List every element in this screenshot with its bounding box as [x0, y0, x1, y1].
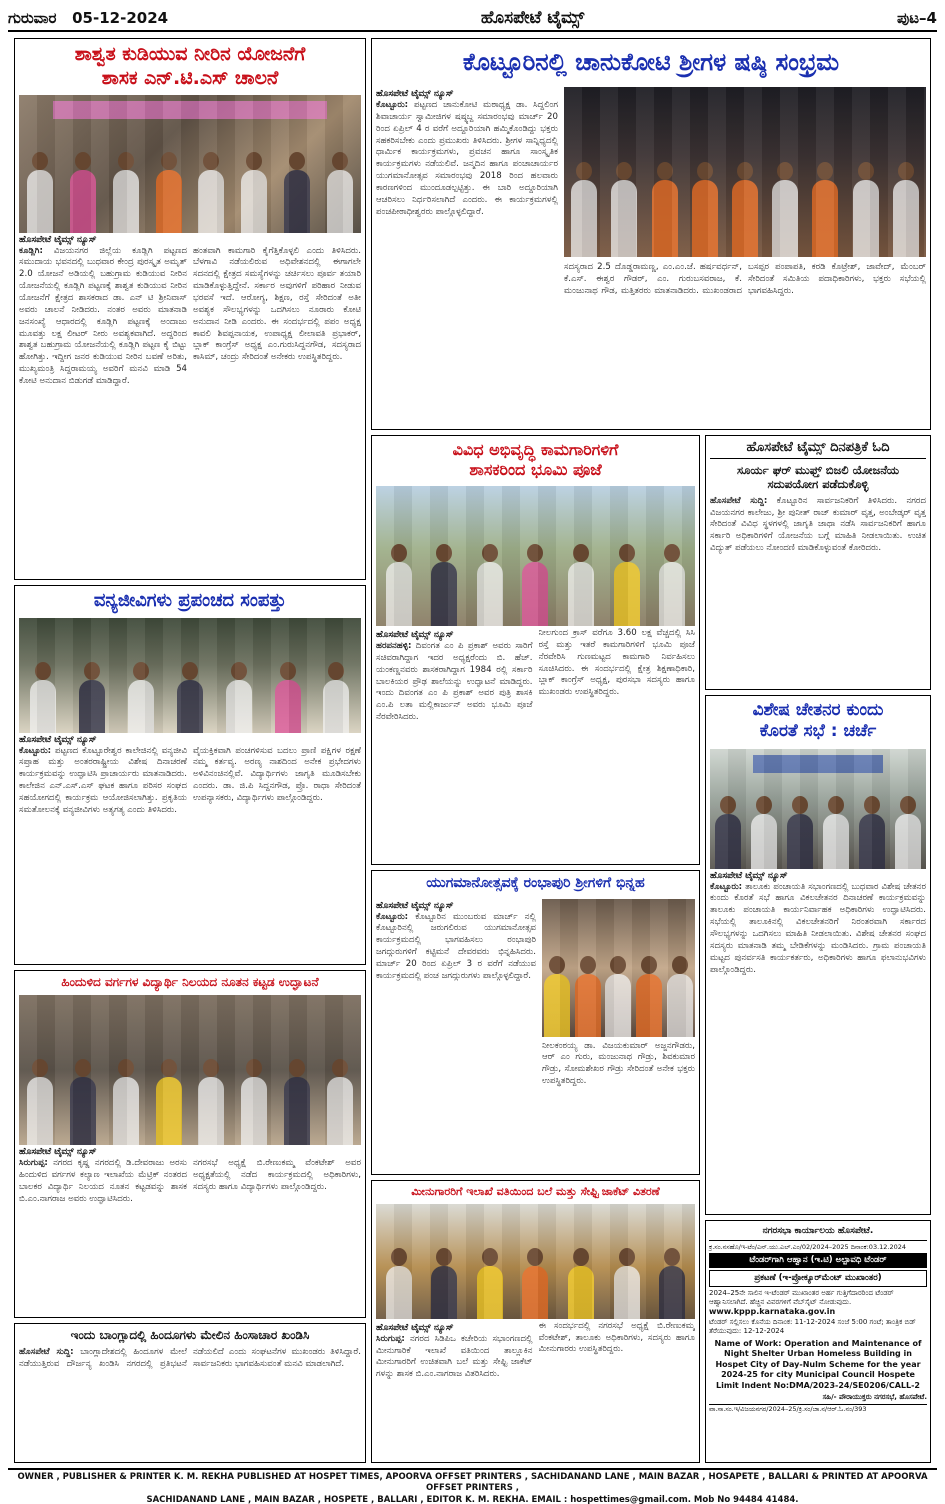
article-body: ಈ ಸಂದರ್ಭದಲ್ಲಿ ನಗರಸಭೆ ಅಧ್ಯಕ್ಷೆ ಬಿ.ರೇಣುಕಮ್ಮ ವೆಂಕಟೇಶ್, ತಾಲೂಕು ಅಧಿಕಾರಿಗಳು, ಸದಸ್ಯರು ಹಾಗೂ ಮೀನುಗಾರರು ಉಪಸ್ಥಿತರಿದ್ದರು.	[538, 1320, 695, 1355]
dateline: ಹರಪನಹಳ್ಳಿ:	[376, 641, 412, 651]
headline-bhoomi-1: ವಿವಿಧ ಅಭಿವೃದ್ಧಿ ಕಾಮಗಾರಿಗಳಿಗೆ	[452, 440, 619, 459]
byline: ಹೊಸಪೇಟೆ ಟೈಮ್ಸ್ ನ್ಯೂಸ್	[19, 734, 97, 745]
story-drinking-water	[14, 38, 366, 580]
tender-ref: ಕ್ರ.ಸಂ.ನಸಹೊ/ಇ-ಟೆಂ/ಎನ್.ಯು.ಎಲ್.ಎಂ/02/2024–2025 ದಿನಾಂಕ:03.12.2024	[709, 1242, 907, 1251]
article-body: ಸದಸ್ಯರಾದ 2.5 ದೊಡ್ಡರಾಮಣ್ಣ, ಎಂ.ಎಂ.ಜೆ. ಹರ್ಷವರ್ಧನ್, ಕೆ.ಎಸ್. ಈಶ್ವರ ಗೌಡರ್, ಎಂ. ಗುರುಬಸವರಾಜ, ಕೆ. ಮಂಜುನಾಥ ಗೌಡ, ಮತ್ತಿತರರು ಮಾತನಾಡಿದರು. ಮುಖಂಡರಾದ ಬಸಪ್ಪರ ಪಂಪಾಪತಿ, ಕರಡಿ ಕೊಟ್ರೇಶ್, ಜಾವೇದ್, ಮೆಂಬರ್ ಸೇರಿದಂತೆ ಸಮಿತಿಯ ಪದಾಧಿಕಾರಿಗಳು, ಭಕ್ತರು ಸಭೆಯಲ್ಲಿ ಭಾಗವಹಿಸಿದ್ದರು.	[564, 262, 926, 296]
article-body: ಹಂತವಾಗಿ ಕಾಮಗಾರಿ ಕೈಗೆತ್ತಿಕೊಳ್ಳಲಿ ಎಂದು ತಿಳಿಸಿದರು. ಬೆಳಗಾವಿ ನಡೆಯಲಿರುವ ಅಧಿವೇಶನದಲ್ಲಿ ಈಗಾಗಲೇ ಸದನದಲ್ಲಿ ಕ್ಷೇತ್ರದ ಸಮಸ್ಯೆಗಳನ್ನು ಚರ್ಚಿಸಲು ಪೂರ್ವ ತಯಾರಿ ಮಾಡಿಕೊಳ್ಳುತ್ತಿದ್ದೇನೆ. ಸರ್ಕಾರ ಅವುಗಳಿಗೆ ಪರಿಹಾರ ನೀಡುವ ಭರವಸೆ ಇದೆ. ಆರೋಗ್ಯ, ಶಿಕ್ಷಣ, ರಸ್ತೆ ಸೇರಿದಂತೆ ಅತೀ ಅವಶ್ಯಕ ಸೌಲಭ್ಯಗಳನ್ನು ಒದಗಿಸಲು ನೂರಾರು ಕೋಟಿ ಅನುದಾನ ನೀಡಿ ಎಂದರು. ಈ ಸಂದರ್ಭದಲ್ಲಿ ಪಪಂ ಅಧ್ಯಕ್ಷ ಕಾವಲಿ ಶಿವಪ್ಪನಾಯಕ, ಉಪಾಧ್ಯಕ್ಷ ಲೀಲಾವತಿ ಪ್ರಭಾಕರ್, ಬ್ಲಾಕ್ ಕಾಂಗ್ರೆಸ್ ಅಧ್ಯಕ್ಷ ಎಂ.ಗುರುಸಿದ್ದನಗೌಡ, ಸದಸ್ಯರಾದ ಕಾಸಿಮ್, ಚಂದ್ರು ಸೇರಿದಂತೆ ಅನೇಕರು ಉಪಸ್ಥಿತರಿದ್ದರು.	[193, 245, 361, 363]
masthead-page: ಪುಟ–4	[897, 9, 937, 27]
headline-bhoomi-2: ಶಾಸಕರಿಂದ ಭೂಮಿ ಪೂಜೆ	[469, 460, 602, 479]
footer-line-2: SACHIDANAND LANE , MAIN BAZAR , HOSPETE , BALLARI , EDITOR K. M. REKHA. EMAIL : hospettimes@gmail.com. Mob No 94484 41484.	[146, 1494, 799, 1504]
tender-banner-2: ಪ್ರಕಟಣೆ (ಇ-ಪ್ರೋಕ್ಯೂರ್‌ಮೆಂಟ್ ಮುಖಾಂತರ)	[709, 1270, 927, 1287]
article-text: ಬಾಂಗ್ಲಾದೇಶದಲ್ಲಿ ಹಿಂದೂಗಳ ಮೇಲೆ ನಡೆಯುತ್ತಿರುವ ದೌರ್ಜನ್ಯ ಖಂಡಿಸಿ ನಗರದಲ್ಲಿ ಪ್ರತಿಭಟನೆ ನಡೆಯಲಿದೆ ಎಂದು ಸಂಘಟನೆಗಳ ಮುಖಂಡರು ತಿಳಿಸಿದ್ದಾರೆ. ಸಾರ್ವಜನಿಕರು ಭಾಗವಹಿಸುವಂತೆ ಮನವಿ ಮಾಡಲಾಗಿದೆ.	[19, 1347, 361, 1369]
byline: ಹೊಸಪೇಟೆ ಟೈಮ್ಸ್ ನ್ಯೂಸ್	[19, 1147, 97, 1157]
tender-office: ನಗರಸಭಾ ಕಾರ್ಯಾಲಯ ಹೊಸಪೇಟೆ.	[709, 1224, 927, 1241]
story-bhoomi-pooja	[371, 435, 700, 865]
masthead-date: 05-12-2024	[72, 9, 169, 27]
headline-yuga: ಯುಗಮಾನೋತ್ಸವಕ್ಕೆ ರಂಭಾಪುರಿ ಶ್ರೀಗಳಿಗೆ ಭಿನ್ನಹ	[426, 875, 645, 891]
dateline: ಕೊಟ್ಟೂರು:	[19, 745, 52, 756]
photo-hostel	[19, 995, 361, 1145]
dateline: ಕೂಡ್ಲಿಗಿ:	[19, 245, 43, 256]
tender-sign: ಸಹಿ/- ಪೌರಾಯುಕ್ತರು ನಗರಸಭೆ, ಹೊಸಪೇಟೆ.	[822, 1392, 927, 1401]
article-text: ತಾಲೂಕು ಪಂಚಾಯತಿ ಸಭಾಂಗಣದಲ್ಲಿ ಬುಧವಾರ ವಿಶೇಷ ಚೇತನರ ಕುಂದು ಕೊರತೆ ಸಭೆ ಹಾಗೂ ವಿಕಲಚೇತನರ ದಿನಾಚರಣೆ ಕಾರ್ಯಕ್ರಮವನ್ನು ತಾಲೂಕು ಪಂಚಾಯತಿ ಕಾರ್ಯನಿರ್ವಾಹಕ ಅಧಿಕಾರಿಗಳು ಉದ್ಘಾಟಿಸಿದರು. ಸಭೆಯಲ್ಲಿ ತಾಲೂಕಿನಲ್ಲಿ ವಿಕಲಚೇತನರಿಗೆ ನಿರಂತರವಾಗಿ ಸರ್ಕಾರದ ಸೌಲಭ್ಯಗಳನ್ನು ಒದಗಿಸಲು ಮಾಹಿತಿ ನೀಡಲಾಯಿತು. ವಿಶೇಷ ಚೇತನರ ಸಂಘದ ಸದಸ್ಯರು ಮಾತನಾಡಿ ತಮ್ಮ ಬೇಡಿಕೆಗಳನ್ನು ಮಂಡಿಸಿದರು. ಗ್ರಾಮ ಪಂಚಾಯತಿ ಮಟ್ಟದ ಪುನರ್ವಸತಿ ಕಾರ್ಯಕರ್ತರು, ಅಧಿಕಾರಿಗಳು ಹಾಗೂ ಫಲಾನುಭವಿಗಳು ಪಾಲ್ಗೊಂಡಿದ್ದರು.	[710, 881, 926, 975]
imprint-footer	[8, 1468, 937, 1504]
tender-body: 2024–25ನೇ ಸಾಲಿನ ಇ-ಟೆಂಡರ್ ಮುಖಾಂತರ ಅರ್ಹ ಗುತ್ತಿಗೆದಾರರಿಂದ ಟೆಂಡರ್ ಆಹ್ವಾನಿಸಲಾಗಿದೆ. ಹೆಚ್ಚಿನ ವಿವರಗಳಿಗೆ ವೆಬ್‌ಸೈಟ್ ನೋಡುವುದು.	[709, 1289, 894, 1307]
article-text: ಕೊಟ್ಟೂರಿನ ಮುಂಬರುವ ಮಾರ್ಚ್ ನಲ್ಲಿ ಕೊಟ್ಟೂರಿನಲ್ಲಿ ಜರುಗಲಿರುವ ಯುಗಮಾನೋತ್ಸವ ಕಾರ್ಯಕ್ರಮದಲ್ಲಿ ಭಾಗವಹಿಸಲು ರಂಭಾಪುರಿ ಜಗದ್ಗುರುಗಳಿಗೆ ಕಟ್ಟಿಮನೆ ದೇವರವರು ಭಿನ್ನಹಿಸಿದರು. ಮಾರ್ಚ್ 20 ರಿಂದ ಏಪ್ರಿಲ್ 3 ರ ವರೆಗೆ ನಡೆಯುವ ಕಾರ್ಯಕ್ರಮದಲ್ಲಿ ಪಂಚ ಜಗದ್ಗುರುಗಳು ಪಾಲ್ಗೊಳ್ಳಲಿದ್ದಾರೆ.	[376, 911, 536, 981]
byline: ಹೊಸಪೇಟೆ ಟೈಮ್ಸ್ ನ್ಯೂಸ್	[376, 89, 454, 99]
article-body: ನಗರಸಭೆ ಅಧ್ಯಕ್ಷೆ ಬಿ.ರೇಣುಕಮ್ಮ ವೆಂಕಟೇಶ್ ಅವರ ಅಧ್ಯಕ್ಷತೆಯಲ್ಲಿ ನಡೆದ ಕಾರ್ಯಕ್ರಮದಲ್ಲಿ ಅಧಿಕಾರಿಗಳು, ಸದಸ್ಯರು ಹಾಗೂ ವಿದ್ಯಾರ್ಥಿಗಳು ಪಾಲ್ಗೊಂಡಿದ್ದರು.	[193, 1158, 361, 1192]
article-text: ವಿಜಯನಗರ ಜಿಲ್ಲೆಯ ಕೂಡ್ಲಿಗಿ ಪಟ್ಟಣದ ಸಮುದಾಯ ಭವನದಲ್ಲಿ ಬುಧವಾರ ಕೇಂದ್ರ ಪುರಸ್ಕೃತ ಅಮೃತ್ 2.0 ಯೋಜನೆ ಅಡಿಯಲ್ಲಿ ಬಹುಗ್ರಾಮ ಕುಡಿಯುವ ನೀರಿನ ಯೋಜನೆಯಲ್ಲಿ ಕೂಡ್ಲಿಗಿ ಪಟ್ಟಣಕ್ಕೆ ಶಾಶ್ವತ ಕುಡಿಯುವ ನೀರಿನ ಯೋಜನೆಗೆ ಕ್ಷೇತ್ರದ ಶಾಸಕರಾದ ಡಾ. ಎನ್ ಟಿ ಶ್ರೀನಿವಾಸ್ ಅವರು ಚಾಲನೆ ನೀಡಿದರು. ನಂತರ ಅವರು ಮಾತನಾಡಿ ಜನಸಂಖ್ಯೆ ಆಧಾರದಲ್ಲಿ ಕೂಡ್ಲಿಗಿ ಪಟ್ಟಣಕ್ಕೆ ಅಂದಾಜು ಮೂವತ್ತು ಲಕ್ಷ ಲೀಟರ್ ನೀರು ಅವಶ್ಯಕವಾಗಿದೆ. ಅದ್ದರಿಂದ ಶಾಶ್ವತ ಬಹುಗ್ರಾಮ ಯೋಜನೆಯಲ್ಲಿ ಕೂಡ್ಲಿಗಿ ಪಟ್ಟಣ ಕೈ ಬಿಟ್ಟು ಹೋಗಿತ್ತು. ಇದ್ದೀಗ ಜನರ ಕುಡಿಯುವ ನೀರಿನ ಬವಣೆ ಅರಿತು, ಮುಖ್ಯಮಂತ್ರಿ ಸಿದ್ದರಾಮಯ್ಯ ಅವರಿಗೆ ಮನವಿ ಮಾಡಿ 54 ಕೋಟಿ ಅನುದಾನ ಬಿಡುಗಡೆ ಮಾಡಿದ್ದಾರೆ.	[19, 245, 187, 386]
story-lead-shashti	[371, 38, 931, 430]
byline: ಹೊಸಪೇಟೆ ಟೈಮ್ಸ್ ನ್ಯೂಸ್	[376, 900, 454, 911]
article-text: ದಿವಂಗತ ಎಂ ಪಿ ಪ್ರಕಾಶ್ ಅವರು ಸಾರಿಗೆ ಸಚಿವರಾಗಿದ್ದಾಗ ಇದರ ಅಧ್ಯಕ್ಷರೆಂದು ಬಿ. ಹೆಚ್. ಯಂಕಣ್ಣನವರು ಶಾಸಕರಾಗಿದ್ದಾಗ 1984 ರಲ್ಲಿ ಸರ್ಕಾರಿ ಬಾಲಕಿಯರ ಪ್ರೌಢ ಶಾಲೆಯನ್ನು ಉದ್ಘಾಟನೆ ಮಾಡಿದ್ದರು. ಇಂದು ದಿವಂಗತ ಎಂ ಪಿ ಪ್ರಕಾಶ್ ಅವರ ಪುತ್ರಿ ಶಾಸಕಿ ಎಂ.ಪಿ ಲತಾ ಮಲ್ಲಿಕಾರ್ಜುನ್ ಅವರು ಭೂಮಿ ಪೂಜೆ ನೆರವೇರಿಸಿದರು.	[376, 641, 533, 723]
dateline: ಕೊಟ್ಟೂರು:	[376, 100, 409, 110]
article-body	[376, 100, 558, 420]
tender-dates: ಟೆಂಡರ್ ಸಲ್ಲಿಸಲು ಕೊನೆಯ ದಿನಾಂಕ: 11-12-2024 ಸಂಜೆ 5:00 ಗಂಟೆ; ತಾಂತ್ರಿಕ ಬಿಡ್ ತೆರೆಯುವುದು: 12-12-2024	[709, 1317, 916, 1335]
article-body	[19, 1347, 361, 1447]
byline: ಹೊಸಪೇಟೆ ಟೈಮ್ಸ್ ನ್ಯೂಸ್	[376, 630, 454, 640]
dateline: ಸಿರುಗುಪ್ಪ:	[376, 1333, 405, 1344]
masthead-title: ಹೊಸಪೇಟೆ ಟೈಮ್ಸ್	[480, 8, 585, 28]
headline-meeting-1: ವಿಶೇಷ ಚೇತನರ ಕುಂದು	[752, 700, 884, 720]
article-text: ನಗರದ ಸಿಡಿಪಿಒ ಕಚೇರಿಯ ಸಭಾಂಗಣದಲ್ಲಿ ಮೀನುಗಾರಿಕೆ ಇಲಾಖೆ ವತಿಯಿಂದ ತಾಲ್ಲೂಕಿನ ಮೀನುಗಾರರಿಗೆ ಉಚಿತವಾಗಿ ಬಲೆ ಮತ್ತು ಸೇಫ್ಟಿ ಜಾಕೆಟ್ ಗಳನ್ನು ಶಾಸಕ ಬಿ.ಎಂ.ನಾಗರಾಜ ವಿತರಿಸಿದರು.	[376, 1333, 533, 1380]
headline-lead: ಕೊಟ್ಟೂರಿನಲ್ಲಿ ಚಾನುಕೋಟಿ ಶ್ರೀಗಳ ಷಷ್ಠಿ ಸಂಭ್ರಮ	[462, 48, 840, 76]
article-body	[376, 1334, 533, 1454]
byline: ಹೊಸಪೇಟೆ ಟೈಮ್ಸ್ ನ್ಯೂಸ್	[19, 234, 97, 245]
byline: ಹೊಸಪೇಟೆ ಟೈಮ್ಸ್ ನ್ಯೂಸ್	[376, 1322, 454, 1333]
story-disabled-meeting	[705, 695, 931, 1215]
article-body	[376, 912, 536, 1162]
article-text: ಪಟ್ಟಣದ ಚಾನುಕೋಟಿ ಮಠಾಧ್ಯಕ್ಷ ಡಾ. ಸಿದ್ದಲಿಂಗ ಶಿವಾಚಾರ್ಯ ಸ್ವಾಮೀಜಿಗಳ ಷಷ್ಠ್ಯಬ್ದ ಸಮಾರಂಭವು ಮಾರ್ಚ್ 20 ರಿಂದ ಏಪ್ರಿಲ್ 4 ರ ವರೆಗೆ ಅದ್ದೂರಿಯಾಗಿ ಹಮ್ಮಿಕೊಂಡಿದ್ದು ಭಕ್ತರು ಸಹಕರಿಸಬೇಕು ಎಂದು ಪ್ರಮುಖರು ತಿಳಿಸಿದರು. ಶ್ರೀಗಳ ಸಾನ್ನಿಧ್ಯದಲ್ಲಿ ಧಾರ್ಮಿಕ ಕಾರ್ಯಕ್ರಮಗಳು, ಪ್ರವಚನ ಹಾಗೂ ಸಾಂಸ್ಕೃತಿಕ ಕಾರ್ಯಕ್ರಮಗಳು ನಡೆಯಲಿವೆ.	[376, 100, 558, 170]
article-text: ಪಟ್ಟಣದ ಕೊಟ್ಟೂರೇಶ್ವರ ಕಾಲೇಜಿನಲ್ಲಿ ವನ್ಯಜೀವಿ ಸಪ್ತಾಹ ಮತ್ತು ಅಂತರರಾಷ್ಟ್ರೀಯ ವಿಶೇಷ ದಿನಾಚರಣೆ ಕಾರ್ಯಕ್ರಮವನ್ನು ಉದ್ಘಾಟಿಸಿ ಪ್ರಾಚಾರ್ಯರು ಮಾತನಾಡಿದರು. ಕಾಲೇಜಿನ ಎನ್.ಎಸ್.ಎಸ್ ಘಟಕ ಹಾಗೂ ಪರಿಸರ ಸಂಘದ ಸಹಯೋಗದಲ್ಲಿ ಕಾರ್ಯಕ್ರಮ ಆಯೋಜಿಸಲಾಗಿತ್ತು. ಪ್ರಕೃತಿಯ ಸಮತೋಲನಕ್ಕೆ ವನ್ಯಜೀವಿಗಳು ಅತ್ಯಗತ್ಯ ಎಂದು ತಿಳಿಸಿದರು.	[19, 745, 187, 815]
dateline: ಸಿರುಗುಪ್ಪ:	[19, 1158, 48, 1168]
photo-lead	[564, 87, 926, 257]
headline-hostel: ಹಿಂದುಳಿದ ವರ್ಗಗಳ ವಿದ್ಯಾರ್ಥಿ ನಿಲಯದ ನೂತನ ಕಟ್ಟಡ ಉದ್ಘಾಟನೆ	[61, 975, 319, 989]
tender-banner-1: ಟೆಂಡರ್‌ಗಾಗಿ ಆಹ್ವಾನ (ಇ.ಟಿ) ಅಲ್ಪಾವಧಿ ಟೆಂಡರ್	[709, 1253, 927, 1268]
footer-line-1: OWNER , PUBLISHER & PRINTER K. M. REKHA PUBLISHED AT HOSPET TIMES, APOORVA OFFSET PRINTERS , SACHIDANAND LANE , MAIN BAZAR , HOSAPETE , BALLARI & PRINTED AT APOORVA OFFSET PRINTERS ,	[17, 1472, 928, 1494]
article-body	[710, 496, 926, 666]
tender-work-name: Name of Work: Operation and Maintenance of Night Shelter Urban Homeless Building in Hospet City of Day-Nulm Scheme for the year 2024-25 for city Municipal Council Hospete Limit Indent No:DMA/2023-24/SE0206/CALL-2	[714, 1338, 922, 1390]
photo-bhoomi	[376, 486, 695, 626]
article-text: ನಗರದ ಕೃಷ್ಣ ನಗರದಲ್ಲಿ ಡಿ.ದೇವರಾಜು ಅರಸು ಹಿಂದುಳಿದ ವರ್ಗಗಳ ಕಲ್ಯಾಣ ಇಲಾಖೆಯ ಮೆಟ್ರಿಕ್ ನಂತರದ ಬಾಲಕರ ವಿದ್ಯಾರ್ಥಿ ನಿಲಯದ ನೂತನ ಕಟ್ಟಡವನ್ನು ಶಾಸಕ ಬಿ.ಎಂ.ನಾಗರಾಜ ಅವರು ಉದ್ಘಾಟಿಸಿದರು.	[19, 1158, 187, 1204]
headline-bangladesh: ಇಂದು ಬಾಂಗ್ಲಾದಲ್ಲಿ ಹಿಂದೂಗಳು ಮೇಲಿನ ಹಿಂಸಾಚಾರ ಖಂಡಿಸಿ	[70, 1328, 310, 1342]
dateline: ಕೊಟ್ಟೂರು:	[376, 911, 409, 922]
article-text: ಜನ್ಮದಿನ ಹಾಗೂ ಪಂಚಾಚಾರ್ಯರ ಯುಗಮಾನೋತ್ಸವ ಸಮಾರಂಭವು 2018 ರಿಂದ ಹಲವಾರು ಕಾರಣಗಳಿಂದ ಮುಂದೂಡಲ್ಪಟ್ಟಿತ್ತು. ಈ ಬಾರಿ ಅದ್ದೂರಿಯಾಗಿ ಆಚರಿಸಲು ನಿರ್ಧರಿಸಲಾಗಿದೆ ಎಂದರು. ಈ ಕಾರ್ಯಕ್ರಮಗಳಲ್ಲಿ ಪಂಚಪೀಠಾಧೀಶ್ವರರು ಪಾಲ್ಗೊಳ್ಳಲಿದ್ದಾರೆ.	[376, 159, 558, 217]
article-body	[19, 746, 187, 956]
article-body	[710, 882, 926, 1182]
headline-drinking-water-1: ಶಾಶ್ವತ ಕುಡಿಯುವ ನೀರಿನ ಯೋಜನೆಗೆ	[74, 43, 306, 65]
dateline: ಹೊಸಪೇಟೆ ಸುದ್ದಿ:	[710, 495, 768, 506]
tender-ref-2: ವಾ.ಸಾ.ಸಂ.ಇ/ವಿಜಯನಗರ/2024–25/ಕ್ರಿ.ಸಂ/ಜಾ.ನ/ಆರ್.ಓ.ನಂ/393	[709, 1404, 927, 1413]
headline-wildlife: ವನ್ಯಜೀವಿಗಳು ಪ್ರಪಂಚದ ಸಂಪತ್ತು	[93, 590, 287, 611]
headline-meeting-2: ಕೊರತೆ ಸಭೆ : ಚರ್ಚೆ	[759, 721, 877, 742]
byline: ಹೊಸಪೇಟೆ ಟೈಮ್ಸ್ ನ್ಯೂಸ್	[710, 870, 788, 881]
tender-notice	[705, 1220, 931, 1463]
story-bangladesh	[14, 1323, 366, 1463]
article-text: ಕೊಟ್ಟೂರಿನ ಸಾರ್ವಜನಿಕರಿಗೆ ತಿಳಿಸಿದರು. ನಗರದ ವಿಜಯನಗರ ಕಾಲೇಜು, ಶ್ರೀ ಪುನೀತ್ ರಾಜ್ ಕುಮಾರ್ ವೃತ್ತ, ಅಂಬೇಡ್ಕರ್ ವೃತ್ತ ಸೇರಿದಂತೆ ವಿವಿಧ ಸ್ಥಳಗಳಲ್ಲಿ ಜಾಗೃತಿ ಜಾಥಾ ನಡೆಸಿ ಸಾರ್ವಜನಿಕರಿಗೆ ಹಾಗೂ ಸರ್ಕಾರಿ ಅಧಿಕಾರಿಗಳಿಗೆ ಯೋಜನೆಯ ಬಗ್ಗೆ ಮಾಹಿತಿ ನೀಡಲಾಯಿತು. ಉಚಿತ ವಿದ್ಯುತ್ ಪಡೆಯಲು ನೋಂದಣಿ ಮಾಡಿಕೊಳ್ಳುವಂತೆ ಕೋರಿದರು.	[710, 495, 926, 554]
article-body: ವೈಯಕ್ತಿಕವಾಗಿ ಪಂಚಗಳಿಸುವ ಬದಲು ಪ್ರಾಣಿ ಪಕ್ಷಿಗಳ ರಕ್ಷಣೆ ನಮ್ಮ ಕರ್ತವ್ಯ. ಅರಣ್ಯ ನಾಶದಿಂದ ಅನೇಕ ಪ್ರಭೇದಗಳು ಅಳಿವಿನಂಚಿನಲ್ಲಿವೆ. ವಿದ್ಯಾರ್ಥಿಗಳು ಜಾಗೃತಿ ಮೂಡಿಸಬೇಕು ಎಂದರು. ಡಾ. ಜಿ.ಪಿ ಸಿದ್ದನಗೌಡ, ಪ್ರೊ. ರಾಧಾ ಸೇರಿದಂತೆ ಉಪನ್ಯಾಸಕರು, ವಿದ್ಯಾರ್ಥಿಗಳು ಪಾಲ್ಗೊಂಡಿದ್ದರು.	[193, 745, 361, 803]
headline-surya-1: ಸೂರ್ಯ ಘರ್ ಮುಫ್ತ್ ಬಿಜಲಿ ಯೋಜನೆಯ	[736, 463, 900, 477]
photo-yuga	[542, 899, 695, 1037]
masthead	[8, 6, 937, 32]
dateline: ಹೊಸಪೇಟೆ ಸುದ್ದಿ:	[19, 1347, 74, 1357]
photo-meeting	[710, 749, 926, 869]
photo-fisher	[376, 1204, 695, 1319]
promo-line: ಹೊಸಪೇಟೆ ಟೈಮ್ಸ್ ದಿನಪತ್ರಿಕೆ ಓದಿ	[710, 440, 926, 459]
article-body	[376, 641, 533, 841]
story-yugamanotsava	[371, 870, 700, 1175]
article-body: ನೀಲಕಂಠಯ್ಯ ಡಾ. ವಿಜಯಕುಮಾರ್ ಅಜ್ಜನಗೌಡರು, ಆರ್ ಎಂ ಗುರು, ಮಂಜುನಾಥ ಗೌಡ್ರು, ಶಿವಕುಮಾರ ಗೌಡ್ರು, ಸೋಮಶೇಖರ ಗೌಡ್ರು ಸೇರಿದಂತೆ ಅನೇಕ ಭಕ್ತರು ಉಪಸ್ಥಿತರಿದ್ದರು.	[542, 1040, 695, 1087]
story-surya-ghar	[705, 435, 931, 690]
masthead-day: ಗುರುವಾರ	[8, 9, 57, 27]
article-body	[19, 1158, 187, 1298]
story-fisher	[371, 1180, 700, 1463]
story-wildlife	[14, 585, 366, 965]
photo-drinking-water	[19, 95, 361, 233]
article-body	[19, 246, 187, 581]
headline-surya-2: ಸದುಪಯೋಗ ಪಡೆದುಕೊಳ್ಳಿ	[767, 477, 869, 492]
headline-fisher: ಮೀನುಗಾರರಿಗೆ ಇಲಾಖೆ ವತಿಯಿಂದ ಬಲೆ ಮತ್ತು ಸೇಫ್ಟಿ ಜಾಕೆಟ್ ವಿತರಣೆ	[411, 1185, 660, 1198]
headline-drinking-water-2: ಶಾಸಕ ಎನ್.ಟಿ.ಎಸ್ ಚಾಲನೆ	[101, 66, 279, 89]
dateline: ಕೊಟ್ಟೂರು:	[710, 881, 743, 892]
tender-website: www.kppp.karnataka.gov.in	[709, 1307, 836, 1317]
story-hostel	[14, 970, 366, 1318]
masthead-day-date	[8, 9, 168, 27]
photo-wildlife	[19, 618, 361, 733]
article-body: ನೀಲಗುಂದ ಕ್ರಾಸ್ ವರೆಗೂ 3.60 ಲಕ್ಷ ವೆಚ್ಚದಲ್ಲಿ ಸಿಸಿ ರಸ್ತೆ ಮತ್ತು ಇತರೆ ಕಾಮಗಾರಿಗಳಿಗೆ ಭೂಮಿ ಪೂಜೆ ನೆರವೇರಿಸಿ ಗುಣಮಟ್ಟದ ಕಾಮಗಾರಿ ನಿರ್ವಹಿಸಲು ಸೂಚಿಸಿದರು. ಈ ಸಂದರ್ಭದಲ್ಲಿ ಕ್ಷೇತ್ರ ಶಿಕ್ಷಣಾಧಿಕಾರಿ, ಬ್ಲಾಕ್ ಕಾಂಗ್ರೆಸ್ ಅಧ್ಯಕ್ಷ, ಪುರಸಭಾ ಸದಸ್ಯರು ಹಾಗೂ ಮುಖಂಡರು ಉಪಸ್ಥಿತರಿದ್ದರು.	[538, 628, 695, 698]
